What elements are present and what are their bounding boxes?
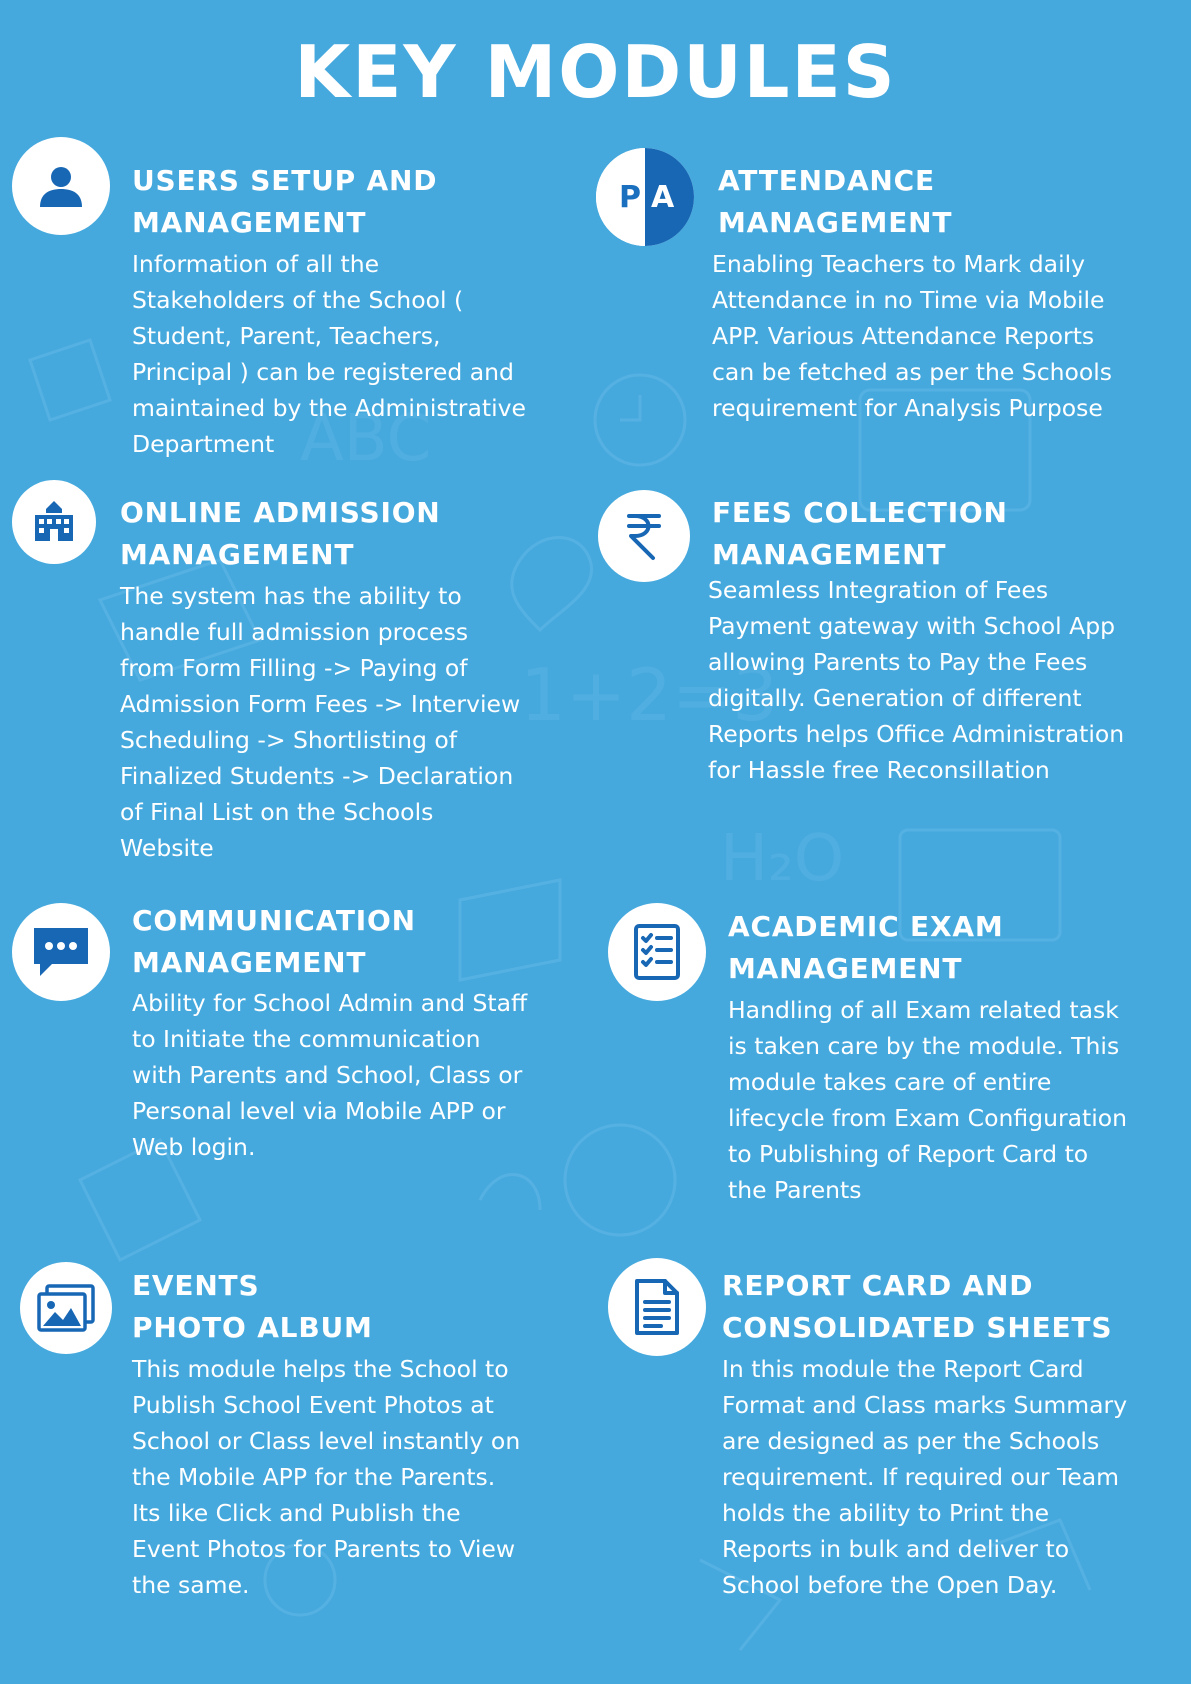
attendance-p-letter: P: [596, 148, 645, 246]
exam-icon-circle: [608, 903, 706, 1001]
report-card-icon-circle: [608, 1258, 706, 1356]
fees-icon-circle: [598, 490, 690, 582]
user-icon: [36, 161, 86, 211]
communication-module-title: COMMUNICATION MANAGEMENT: [132, 904, 416, 979]
admission-module-title: ONLINE ADMISSION MANAGEMENT: [120, 496, 441, 571]
attendance-module-description: Enabling Teachers to Mark daily Attendance in no Time via Mobile APP. Various Attendance Reports can be fetched as per the Schools requirement for Analysis Purpose: [712, 250, 1113, 422]
attendance-a-letter: A: [645, 148, 694, 246]
svg-text:ABC: ABC: [300, 402, 432, 476]
attendance-module-title: ATTENDANCE MANAGEMENT: [718, 164, 953, 239]
admission-module-description: The system has the ability to handle full admission process from Form Filling -> Paying of Admission Form Fees -> Interview Scheduling -> Shortlisting of Finalized Students -> Declaration of Final List on the Schools Website: [120, 582, 521, 862]
attendance-icon-circle: [596, 148, 694, 246]
svg-text:H₂O: H₂O: [720, 822, 845, 896]
fees-module-description: Seamless Integration of Fees Payment gateway with School App allowing Parents to Pay the Fees digitally. Generation of different Reports helps Office Administration for Hassle free Reconsillation: [708, 576, 1125, 784]
checklist-icon: [633, 923, 681, 981]
document-icon: [634, 1278, 680, 1336]
page-title: KEY MODULES: [294, 30, 897, 114]
photo-album-module-description: This module helps the School to Publish School Event Photos at School or Class level instantly on the Mobile APP for the Parents. Its like Click and Publish the Event Photos for Parents to View the same.: [132, 1355, 521, 1599]
chat-bubble-icon: [30, 924, 92, 980]
exam-module-description: Handling of all Exam related task is taken care by the module. This module takes care of entire lifecycle from Exam Configuration to Publishing of Report Card to the Parents: [728, 996, 1128, 1204]
school-building-icon: [29, 497, 79, 547]
rupee-icon: [619, 508, 669, 564]
users-module-title: USERS SETUP AND MANAGEMENT: [132, 164, 438, 239]
photo-album-icon-circle: [20, 1262, 112, 1354]
users-icon-circle: [12, 137, 110, 235]
users-module-description: Information of all the Stakeholders of the School ( Student, Parent, Teachers, Principal ) can be registered and maintained by the Administrative Department: [132, 250, 526, 458]
communication-icon-circle: [12, 903, 110, 1001]
photo-album-module-title: EVENTS PHOTO ALBUM: [132, 1269, 373, 1344]
report-card-module-description: In this module the Report Card Format and Class marks Summary are designed as per the Schools requirement. If required our Team holds the ability to Print the Reports in bulk and deliver to School before the Open Day.: [722, 1355, 1128, 1599]
communication-module-description: Ability for School Admin and Staff to Initiate the communication with Parents and School, Class or Personal level via Mobile APP or Web login.: [132, 989, 528, 1161]
svg-text:1+2=3: 1+2=3: [520, 653, 779, 737]
fees-module-title: FEES COLLECTION MANAGEMENT: [712, 496, 1008, 571]
admission-icon-circle: [12, 480, 96, 564]
photo-album-icon: [35, 1282, 97, 1334]
report-card-module-title: REPORT CARD AND CONSOLIDATED SHEETS: [722, 1269, 1113, 1344]
exam-module-title: ACADEMIC EXAM MANAGEMENT: [728, 910, 1004, 985]
